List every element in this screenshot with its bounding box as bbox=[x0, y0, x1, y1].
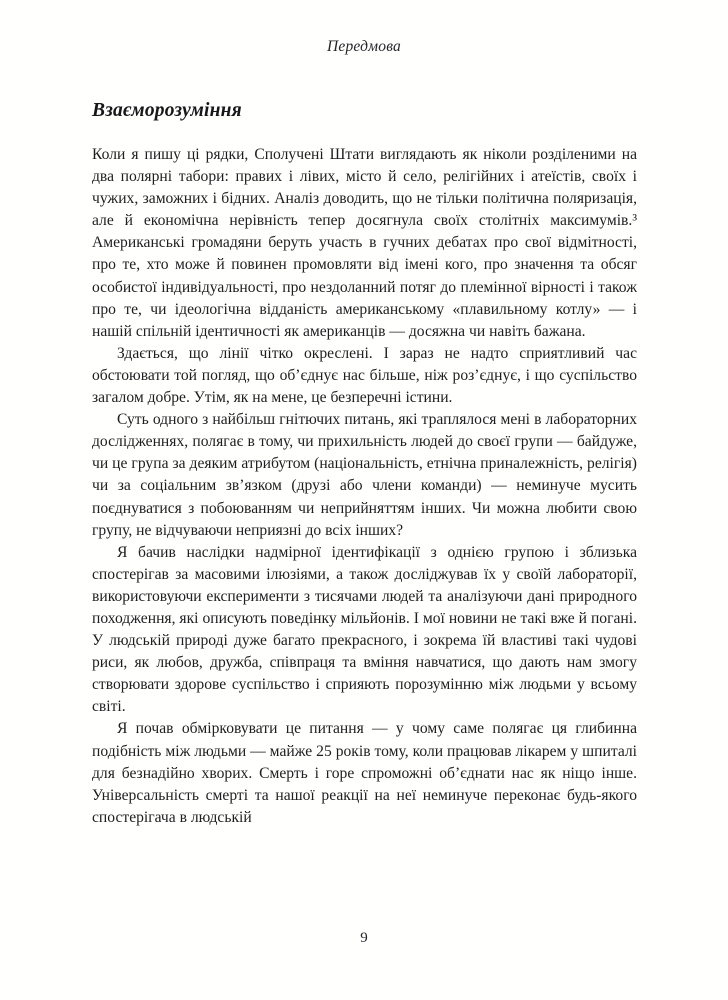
paragraph: Коли я пишу ці рядки, Сполучені Штати виглядають як ніколи розділеними на два полярні табори: правих і лівих, місто й село, релігійних і атеїстів, своїх і чужих, заможних і бідних. Аналіз доводить, що не тільки політична поляризація, але й економічна нерівність тепер досягнула своїх столітніх максимумів.³ Американські громадяни беруть участь в гучних дебатах про свої відмітності, про те, хто може й повинен промовляти від імені кого, про значення та обсяг особистої індивідуальності, про нездоланний потяг до племінної вірності і також про те, чи ідеологічна відданість американському «плавильному котлу» — і нашій спільній ідентичності як американців — досяжна чи навіть бажана. bbox=[92, 146, 637, 340]
paragraph: Здається, що лінії чітко окреслені. І зараз не надто сприятливий час обстоювати той погляд, що об’єднує нас більше, ніж роз’єднує, і що суспільство загалом добре. Утім, як на мене, це безперечні істини. bbox=[92, 344, 637, 407]
running-head: Передмова bbox=[327, 38, 401, 55]
paragraph: Суть одного з найбільш гнітючих питань, які траплялося мені в лабораторних дослідженнях, полягає в тому, чи прихильність людей до своєї групи — байдуже, чи це група за деяким атрибутом (національність, етнічна приналежність, релігія) чи за соціальним зв’язком (друзі або члени команди) — неминуче мусить поєднуватися з побоюванням чи неприйняттям інших. Чи можна любити свою групу, не відчуваючи неприязні до всіх інших? bbox=[92, 411, 637, 539]
body-text bbox=[92, 144, 637, 829]
paragraph: Я бачив наслідки надмірної ідентифікації з однією групою і зблизька спостерігав за масовими ілюзіями, а також досліджував їх у своїй лабораторії, використовуючи експерименти з тисячами людей та аналізуючи дані природного походження, які описують поведінку мільйонів. І мої новини не такі вже й погані. У людській природі дуже багато прекрасного, і зокрема їй властиві такі чудові риси, як любов, дружба, співпраця та вміння навчатися, що дають нам змогу створювати здорове суспільство і сприяють порозумінню між людьми у всьому світі. bbox=[92, 543, 637, 716]
paragraph: Я почав обмірковувати це питання — у чому саме полягає ця глибинна подібність між людьми — майже 25 років тому, коли працював лікарем у шпиталі для безнадійно хворих. Смерть і горе спроможні об’єднати нас як ніщо інше. Універсальність смерті та нашої реакції на неї неминуче переконає будь-якого спостерігача в людській bbox=[92, 720, 637, 826]
section-title: Взаєморозуміння bbox=[92, 100, 242, 121]
page-number: 9 bbox=[360, 930, 368, 946]
